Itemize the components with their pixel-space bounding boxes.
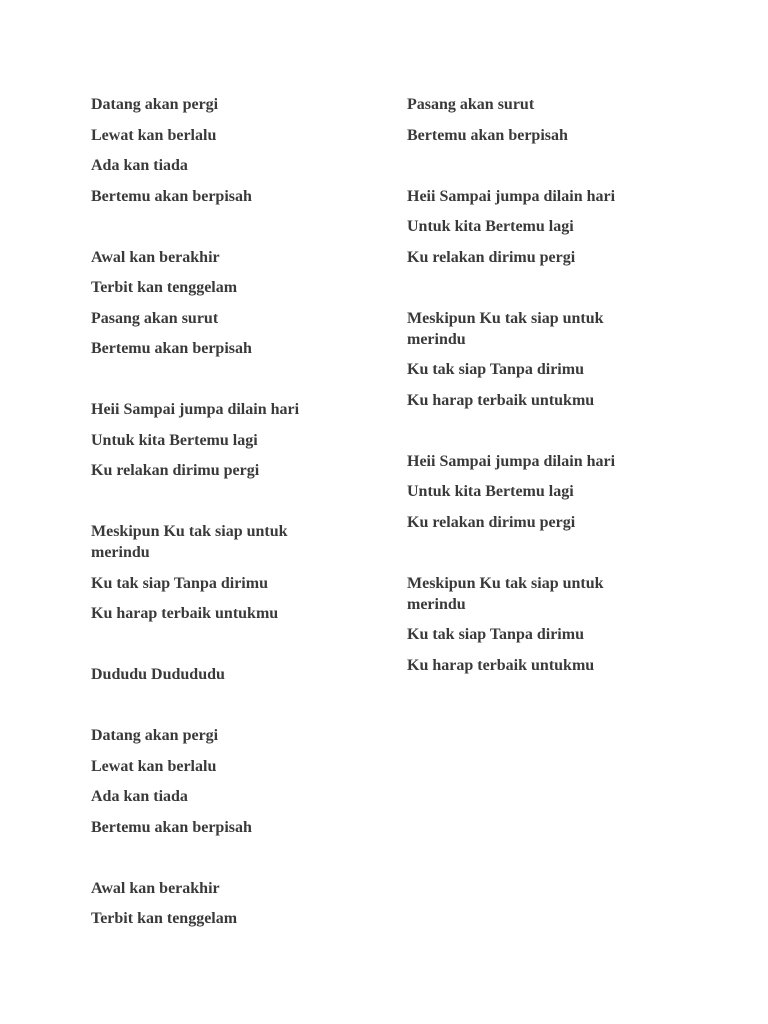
stanza-gap bbox=[91, 369, 336, 400]
lyric-line: Pasang akan surut bbox=[91, 309, 219, 327]
lyric-line: Ku tak siap Tanpa dirimu bbox=[91, 574, 268, 592]
lyric-line: Bertemu akan berpisah bbox=[91, 187, 252, 205]
stanza-gap bbox=[407, 420, 652, 451]
lyric-line: Heii Sampai jumpa dilain hari bbox=[407, 187, 616, 205]
lyric-line: Bertemu akan berpisah bbox=[91, 818, 252, 836]
lyric-line: Ku harap terbaik untukmu bbox=[407, 391, 595, 409]
stanza-gap bbox=[91, 491, 336, 522]
lyric-line: Ku relakan dirimu pergi bbox=[91, 462, 260, 479]
stanza-gap bbox=[407, 155, 652, 186]
lyric-line: Meskipun Ku tak siap untuk merindu bbox=[407, 574, 604, 613]
lyric-line: Lewat kan berlalu bbox=[91, 126, 217, 144]
lyric-line: Awal kan berakhir bbox=[91, 248, 220, 266]
lyrics-column-right bbox=[407, 94, 652, 685]
stanza-gap bbox=[407, 277, 652, 308]
lyric-line: Bertemu akan berpisah bbox=[91, 340, 252, 357]
lyrics-column-left bbox=[91, 94, 336, 939]
lyric-line: Untuk kita Bertemu lagi bbox=[407, 483, 574, 500]
lyric-line: Ku harap terbaik untukmu bbox=[91, 605, 279, 622]
lyric-line: Ku harap terbaik untukmu bbox=[407, 656, 595, 674]
stanza-gap bbox=[407, 542, 652, 573]
lyric-line: Heii Sampai jumpa dilain hari bbox=[91, 401, 300, 418]
stanza-gap bbox=[91, 216, 336, 247]
lyric-line: Ada kan tiada bbox=[91, 788, 188, 805]
lyric-line: Datang akan pergi bbox=[91, 727, 219, 744]
lyric-line: Ku tak siap Tanpa dirimu bbox=[407, 626, 584, 643]
lyric-line: Meskipun Ku tak siap untuk merindu bbox=[407, 309, 604, 348]
stanza-gap bbox=[91, 634, 336, 665]
lyric-line: Ada kan tiada bbox=[91, 157, 188, 174]
stanza-gap bbox=[91, 695, 336, 726]
stanza-gap bbox=[91, 847, 336, 878]
lyric-line: Dududu Dudududu bbox=[91, 666, 225, 683]
lyric-line: Ku tak siap Tanpa dirimu bbox=[407, 361, 584, 378]
lyric-line: Ku relakan dirimu pergi bbox=[407, 513, 576, 531]
lyric-line: Meskipun Ku tak siap untuk merindu bbox=[91, 523, 288, 561]
lyric-line: Bertemu akan berpisah bbox=[407, 126, 568, 144]
lyric-line: Datang akan pergi bbox=[91, 96, 219, 113]
lyric-line: Heii Sampai jumpa dilain hari bbox=[407, 452, 616, 470]
lyric-line: Ku relakan dirimu pergi bbox=[407, 248, 576, 266]
lyric-line: Terbit kan tenggelam bbox=[91, 910, 238, 927]
lyric-line: Lewat kan berlalu bbox=[91, 757, 217, 775]
lyric-line: Untuk kita Bertemu lagi bbox=[407, 218, 574, 235]
lyric-line: Pasang akan surut bbox=[407, 96, 535, 113]
lyric-line: Awal kan berakhir bbox=[91, 879, 220, 897]
lyric-line: Terbit kan tenggelam bbox=[91, 279, 238, 296]
lyric-line: Untuk kita Bertemu lagi bbox=[91, 431, 258, 449]
